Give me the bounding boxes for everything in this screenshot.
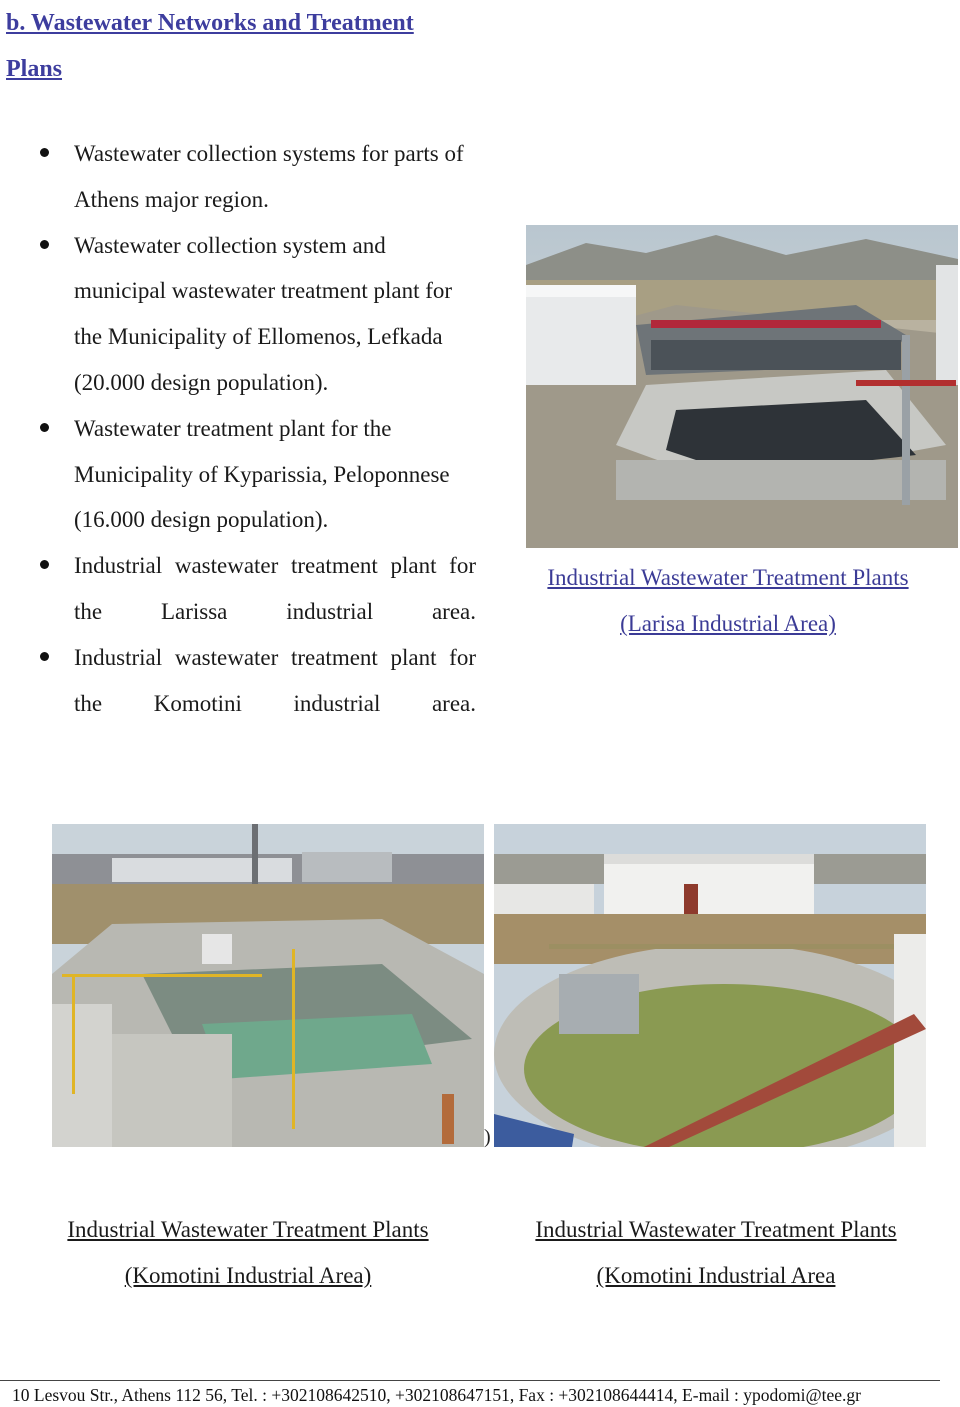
- caption-line-1: Industrial Wastewater Treatment Plants: [535, 1217, 897, 1242]
- larisa-photo-caption: [510, 555, 946, 647]
- stray-parenthesis: ): [484, 1126, 491, 1148]
- komotini-left-photo-caption: [30, 1207, 466, 1299]
- caption-line-1: Industrial Wastewater Treatment Plants: [67, 1217, 429, 1242]
- list-item: Wastewater treatment plant for the Municipality of Kyparissia, Peloponnese (16.000 design population).: [40, 406, 476, 543]
- list-item: Industrial wastewater treatment plant for the Komotini industrial area.: [40, 635, 476, 727]
- larisa-plant-photo: [526, 225, 958, 548]
- list-item: Wastewater collection systems for parts of Athens major region.: [40, 131, 476, 223]
- caption-line-2: (Komotini Industrial Area): [124, 1263, 372, 1288]
- project-list: [40, 131, 476, 726]
- caption-line-1: Industrial Wastewater Treatment Plants: [547, 565, 909, 590]
- section-heading-line-2: Plans: [6, 56, 63, 82]
- komotini-right-photo-caption: [498, 1207, 934, 1299]
- komotini-plant-photo-right: [494, 824, 926, 1147]
- list-item: Industrial wastewater treatment plant for the Larissa industrial area.: [40, 543, 476, 635]
- footer-contact: 10 Lesvou Str., Athens 112 56, Tel. : +302108642510, +302108647151, Fax : +302108644414, E-mail : ypodomi@tee.gr: [12, 1385, 861, 1405]
- section-heading-line-1: b. Wastewater Networks and Treatment: [6, 10, 414, 36]
- section-heading: [6, 0, 486, 92]
- caption-line-2: (Larisa Industrial Area): [620, 611, 836, 636]
- caption-line-2: (Komotini Industrial Area: [596, 1263, 836, 1288]
- footer-divider: [0, 1380, 940, 1381]
- komotini-plant-photo-left: [52, 824, 484, 1147]
- list-item: Wastewater collection system and municipal wastewater treatment plant for the Municipality of Ellomenos, Lefkada (20.000 design population).: [40, 223, 476, 406]
